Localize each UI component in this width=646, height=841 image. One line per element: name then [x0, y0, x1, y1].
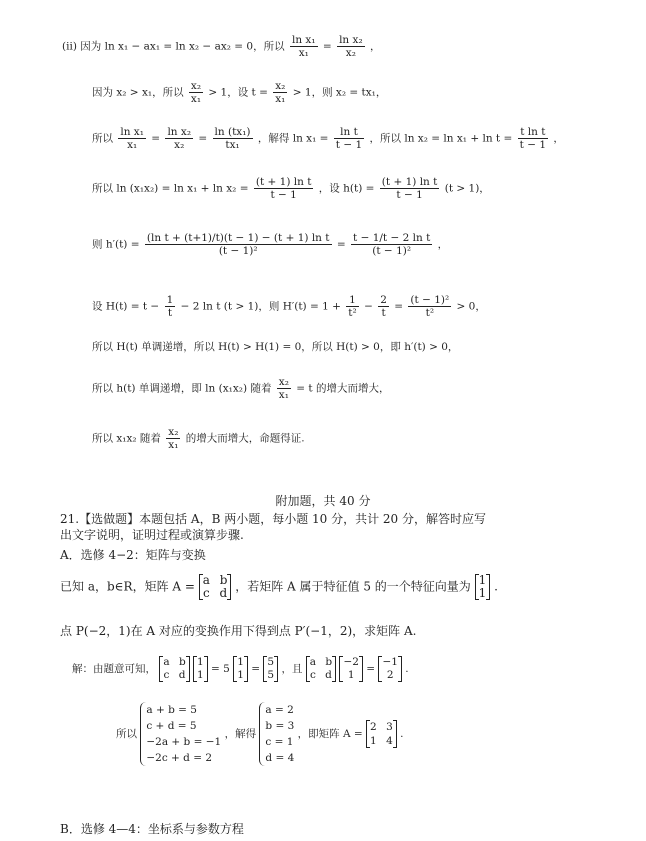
matrix-row: 1 [347, 669, 355, 681]
denominator: t − 1 [270, 189, 297, 201]
proof-line-4 [92, 176, 490, 201]
text: > 1，则 x₂ = tx₁， [292, 86, 387, 99]
fraction [408, 294, 451, 319]
matrix-row: c d [163, 669, 186, 681]
matrix-row: 1 [478, 586, 487, 600]
proof-line-5 [92, 232, 448, 257]
proof-line-7: 所以 H(t) 单调递增，所以 H(t) > H(1) = 0，所以 H(t) > 0，即 h′(t) > 0， [92, 341, 459, 353]
matrix-row: a b [163, 656, 186, 668]
text: = [251, 663, 261, 675]
equation: −2c + d = 2 [146, 752, 213, 764]
text: 所以 h(t) 单调递增，即 ln (x₁x₂) 随着 [92, 382, 272, 395]
fraction [254, 176, 314, 201]
matrix-row: a b [309, 656, 333, 668]
text: 的增大而增大，命题得证. [185, 432, 305, 445]
eigenvector [475, 574, 491, 600]
fraction [277, 376, 291, 401]
numerator: 2 [380, 294, 387, 306]
numerator: ln x₂ [167, 126, 192, 138]
question-21-line-1: 21.【选做题】本题包括 A，B 两小题，每小题 10 分，共计 20 分，解答时应写 [60, 512, 486, 526]
text: = [336, 238, 346, 251]
text: 因为 x₂ > x₁，所以 [92, 86, 184, 99]
matrix-row: 1 [478, 573, 487, 587]
denominator: x₂ [345, 47, 356, 59]
fraction [118, 126, 146, 151]
denominator: (t − 1)² [372, 245, 412, 257]
denominator: (t − 1)² [218, 245, 258, 257]
text: ，解得 [224, 728, 257, 740]
fraction [378, 294, 389, 319]
text: 则 h′(t) = [92, 238, 140, 251]
equation: c = 1 [265, 736, 294, 748]
text: ， [370, 40, 381, 53]
text: = [394, 300, 404, 313]
matrix-row: c d [202, 586, 228, 600]
equation: a + b = 5 [146, 704, 197, 716]
text: ，设 h(t) = [318, 182, 375, 195]
text: − 2 ln t (t > 1)，则 H′(t) = 1 + [180, 300, 341, 313]
part-a-problem-line-2: 点 P(−2，1)在 A 对应的变换作用下得到点 P′(−1，2)，求矩阵 A. [60, 624, 417, 638]
numerator: t − 1/t − 2 ln t [353, 232, 431, 244]
proof-line-2 [92, 80, 386, 105]
fraction [189, 80, 203, 105]
text: . [494, 579, 498, 594]
matrix-row: 1 [197, 669, 204, 681]
text: . [405, 663, 409, 675]
text: = [366, 663, 376, 675]
text: = 5 [211, 663, 230, 675]
numerator: x₂ [190, 80, 202, 92]
numerator: (t + 1) ln t [381, 176, 438, 188]
text: 设 H(t) = t − [92, 300, 160, 313]
matrix-row: c d [309, 669, 332, 681]
fraction [518, 126, 548, 151]
fraction [337, 34, 365, 59]
text: ，解得 ln x₁ = [257, 132, 329, 145]
matrix-row: a b [202, 573, 228, 587]
fraction [346, 294, 358, 319]
appendix-heading: 附加题，共 40 分 [275, 494, 371, 508]
numerator: (ln t + (t+1)/t)(t − 1) − (t + 1) ln t [146, 232, 330, 244]
fraction [334, 126, 364, 151]
denominator: t² [348, 307, 357, 319]
numerator: ln x₁ [291, 34, 316, 46]
denominator: tx₁ [225, 139, 240, 151]
numerator: (t + 1) ln t [255, 176, 312, 188]
text: ，即矩阵 A = [297, 728, 363, 740]
matrix-row: −2 [343, 656, 359, 668]
matrix [306, 656, 336, 682]
text: ，所以 ln x₂ = ln x₁ + ln t = [369, 132, 513, 145]
text: 所以 ln (x₁x₂) = ln x₁ + ln x₂ = [92, 182, 249, 195]
denominator: x₂ [174, 139, 185, 151]
text: (t > 1)， [444, 182, 490, 195]
matrix-row: 5 [267, 669, 275, 681]
question-21-line-2: 出文字说明，证明过程或演算步骤. [60, 528, 244, 542]
text: = [322, 40, 332, 53]
denominator: x₁ [127, 139, 138, 151]
text: (ⅱ) 因为 ln x₁ − ax₁ = ln x₂ − ax₂ = 0，所以 [62, 40, 285, 53]
denominator: t − 1 [335, 139, 363, 151]
proof-line-6 [92, 294, 486, 319]
matrix-result [366, 720, 397, 748]
denominator: x₁ [298, 47, 309, 59]
proof-line-1 [62, 34, 381, 59]
numerator: ln x₁ [120, 126, 144, 138]
fraction [166, 426, 180, 451]
part-a-title: A．选修 4−2：矩阵与变换 [60, 548, 206, 562]
solution-line-1 [72, 656, 409, 682]
equation: a = 2 [265, 704, 294, 716]
denominator: t [167, 307, 173, 319]
vector [339, 656, 362, 682]
solution-system [116, 702, 403, 766]
matrix-row: 1 [237, 656, 244, 668]
text: ， [553, 132, 564, 145]
equation-solution [259, 702, 294, 766]
matrix-a [199, 574, 232, 600]
proof-line-9 [92, 426, 305, 451]
vector [263, 656, 278, 682]
matrix-row: 2 3 [370, 721, 393, 733]
denominator: t² [425, 307, 435, 319]
matrix-row: 1 [237, 669, 244, 681]
numerator: t ln t [518, 126, 548, 139]
fraction [165, 126, 193, 151]
text: 已知 a，b∈R，矩阵 A = [60, 579, 195, 594]
text: = [198, 132, 208, 145]
text: 所以 x₁x₂ 随着 [92, 432, 161, 445]
numerator: 1 [346, 294, 358, 307]
fraction [380, 176, 440, 201]
matrix-row: 2 [386, 669, 394, 681]
fraction [165, 294, 176, 319]
equation-system [140, 702, 221, 766]
vector [378, 656, 401, 682]
fraction [145, 232, 332, 257]
numerator: ln (tx₁) [214, 126, 251, 138]
text: ， [437, 238, 449, 251]
matrix-row: 1 4 [370, 735, 393, 747]
numerator: 1 [166, 294, 174, 306]
denominator: t [381, 307, 386, 319]
proof-line-3 [92, 126, 564, 151]
equation: b = 3 [265, 720, 295, 732]
denominator: x₁ [168, 439, 179, 451]
matrix-row: 5 [267, 656, 275, 668]
text: > 1，设 t = [208, 86, 268, 99]
proof-line-8 [92, 376, 389, 401]
fraction [213, 126, 253, 151]
text: = t 的增大而增大， [296, 382, 390, 395]
numerator: x₂ [168, 426, 179, 438]
matrix-row: 1 [197, 656, 204, 668]
fraction [290, 34, 318, 59]
text: 所以 [92, 132, 113, 145]
equation: d = 4 [265, 752, 295, 764]
numerator: ln x₂ [339, 34, 363, 46]
denominator: x₁ [275, 93, 286, 105]
denominator: x₁ [278, 389, 289, 401]
part-a-problem-line-1 [60, 574, 498, 600]
text: . [400, 728, 404, 740]
numerator: x₂ [278, 376, 289, 388]
fraction [351, 232, 432, 257]
numerator: x₂ [275, 80, 286, 92]
text: = [151, 132, 161, 145]
equation: −2a + b = −1 [146, 736, 222, 748]
matrix-row: −1 [382, 656, 398, 668]
denominator: t − 1 [519, 139, 547, 151]
vector [233, 656, 248, 682]
text: ，且 [281, 663, 303, 675]
text: 解：由题意可知， [72, 663, 156, 675]
denominator: x₁ [190, 93, 202, 105]
numerator: (t − 1)² [410, 294, 450, 306]
text: − [364, 300, 373, 313]
vector [193, 656, 208, 682]
text: > 0， [456, 300, 486, 313]
denominator: t − 1 [396, 189, 423, 201]
fraction [273, 80, 287, 105]
matrix [159, 656, 189, 682]
text: ，若矩阵 A 属于特征值 5 的一个特征向量为 [235, 579, 471, 594]
equation: c + d = 5 [146, 720, 197, 732]
numerator: ln t [334, 126, 364, 139]
text: 所以 [116, 728, 137, 740]
part-b-title: B．选修 4—4：坐标系与参数方程 [60, 822, 244, 836]
